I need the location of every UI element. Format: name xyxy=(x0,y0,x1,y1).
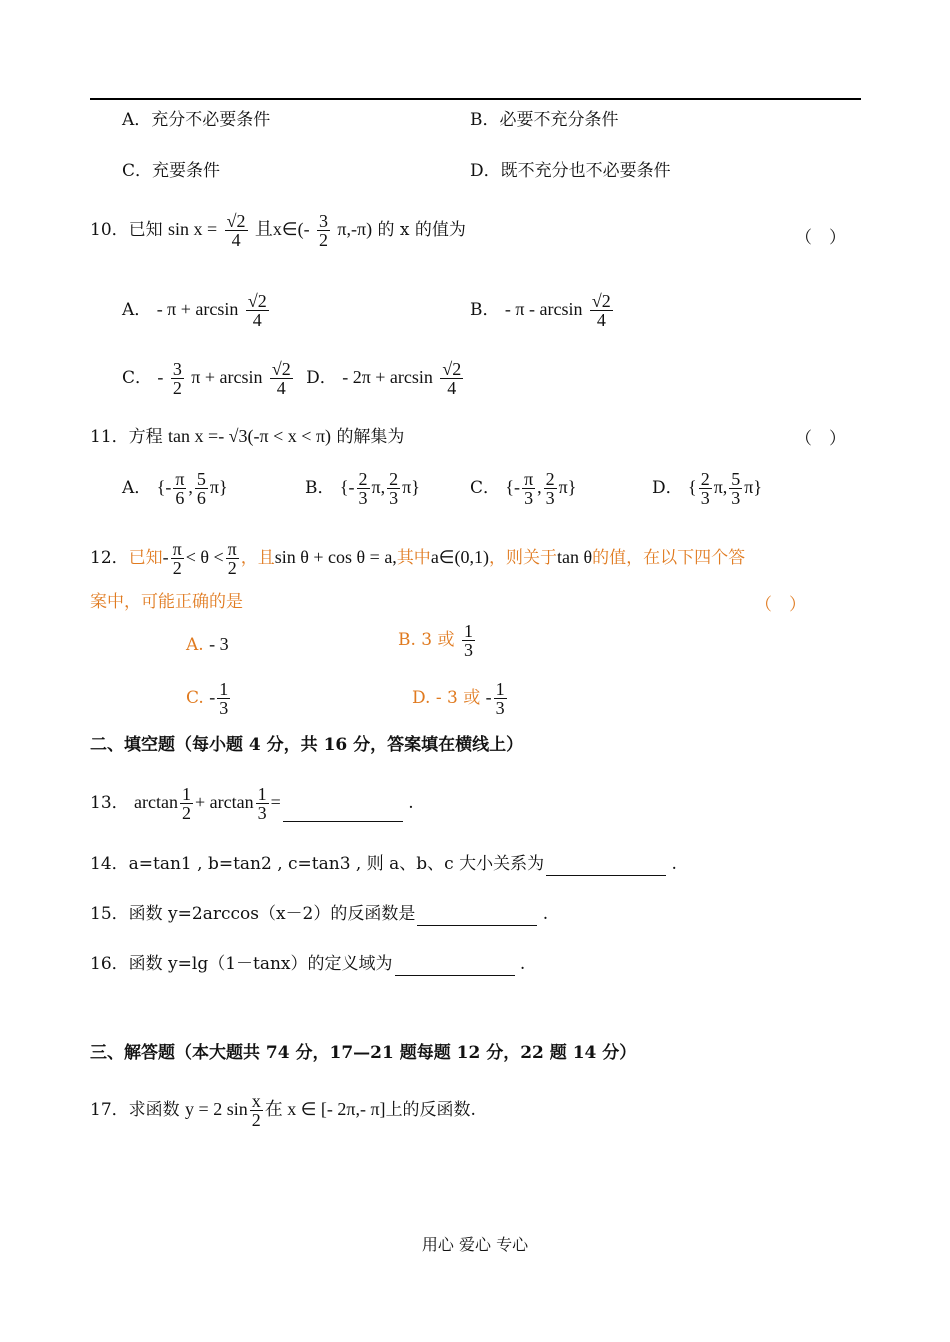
q9-option-b: B．必要不充分条件 xyxy=(470,110,619,130)
sqrt2-over-4: $\frac{√2}{4}$ xyxy=(226,211,246,250)
answer-blank-14[interactable] xyxy=(546,857,666,876)
question-15: 15．函数 y=2arccos（x－2）的反函数是 . xyxy=(90,904,549,924)
q10-option-a: A． - π + arcsin $\frac{√2}{4}$ xyxy=(122,291,267,330)
header-rule xyxy=(90,98,861,100)
question-14: 14．a=tan1 , b=tan2 , c=tan3 , 则 a、b、c 大小关系为 . xyxy=(90,854,677,874)
q11-option-b: B． {- $\frac{2}{3}$ π, $\frac{2}{3}$ π} xyxy=(305,469,420,508)
q11-option-a: A． {- $\frac{\pi}{6}$ , $\frac{5}{6}$ π} xyxy=(122,469,228,508)
q12-option-d: D. - 3 或 - $\frac{1}{3}$ xyxy=(412,679,505,718)
q12-option-b: B. 3 或 $\frac{1}{3}$ xyxy=(398,621,473,660)
answer-blank-13[interactable] xyxy=(283,803,403,822)
q11-option-c: C． {- $\frac{\pi}{3}$ , $\frac{2}{3}$ π} xyxy=(470,469,577,508)
answer-paren-11: （ ） xyxy=(795,429,846,449)
q10-option-b: B． - π - arcsin $\frac{√2}{4}$ xyxy=(470,291,611,330)
q12-option-c: C. - $\frac{1}{3}$ xyxy=(186,679,229,718)
answer-blank-15[interactable] xyxy=(417,907,537,926)
question-10: 10．已知 sin x = $\frac{√2}{4}$ 且x∈(- $\frac{3}{2}$ π,-π) 的 x 的值为 xyxy=(90,211,466,250)
q9-option-c: C．充要条件 xyxy=(122,161,221,181)
question-17: 17．求函数 y = 2 sin $\frac{x}{2}$ 在 x ∈ [- 2π,- π]上的反函数. xyxy=(90,1091,476,1130)
answer-paren-10: （ ） xyxy=(795,228,846,248)
question-11: 11．方程 tan x =- √3(-π < x < π) 的解集为 xyxy=(90,426,405,447)
section-3-heading: 三、解答题（本大题共 74 分，17—21 题每题 12 分，22 题 14 分） xyxy=(90,1043,637,1063)
question-13: 13． arctan $\frac{1}{2}$ + arctan $\frac{1}{3}$ = . xyxy=(90,784,414,823)
q11-option-d: D． { $\frac{2}{3}$ π, $\frac{5}{3}$ π} xyxy=(652,469,763,508)
page-footer: 用心 爱心 专心 xyxy=(421,1235,529,1254)
question-12: 12．已知- $\frac{\pi}{2}$ < θ < $\frac{\pi}{2}$ ，且sin θ + cos θ = a,其中a∈(0,1)，则关于tan θ的值，在以下四个答 xyxy=(90,539,746,578)
question-12-line2: 案中，可能正确的是 xyxy=(90,592,243,612)
answer-blank-16[interactable] xyxy=(395,957,515,976)
answer-paren-12: （ ） xyxy=(755,595,806,615)
q9-option-d: D．既不充分也不必要条件 xyxy=(470,161,671,181)
q9-option-a: A．充分不必要条件 xyxy=(122,110,271,130)
q12-option-a: A. - 3 xyxy=(186,634,229,655)
question-16: 16．函数 y=lg（1－tanx）的定义域为 . xyxy=(90,954,526,974)
section-2-heading: 二、填空题（每小题 4 分，共 16 分，答案填在横线上） xyxy=(90,735,524,755)
q10-option-c-d: C． - $\frac{3}{2}$ π + arcsin $\frac{√2}{4}$ D． - 2π + arcsin $\frac{√2}{4}$ xyxy=(122,359,462,398)
